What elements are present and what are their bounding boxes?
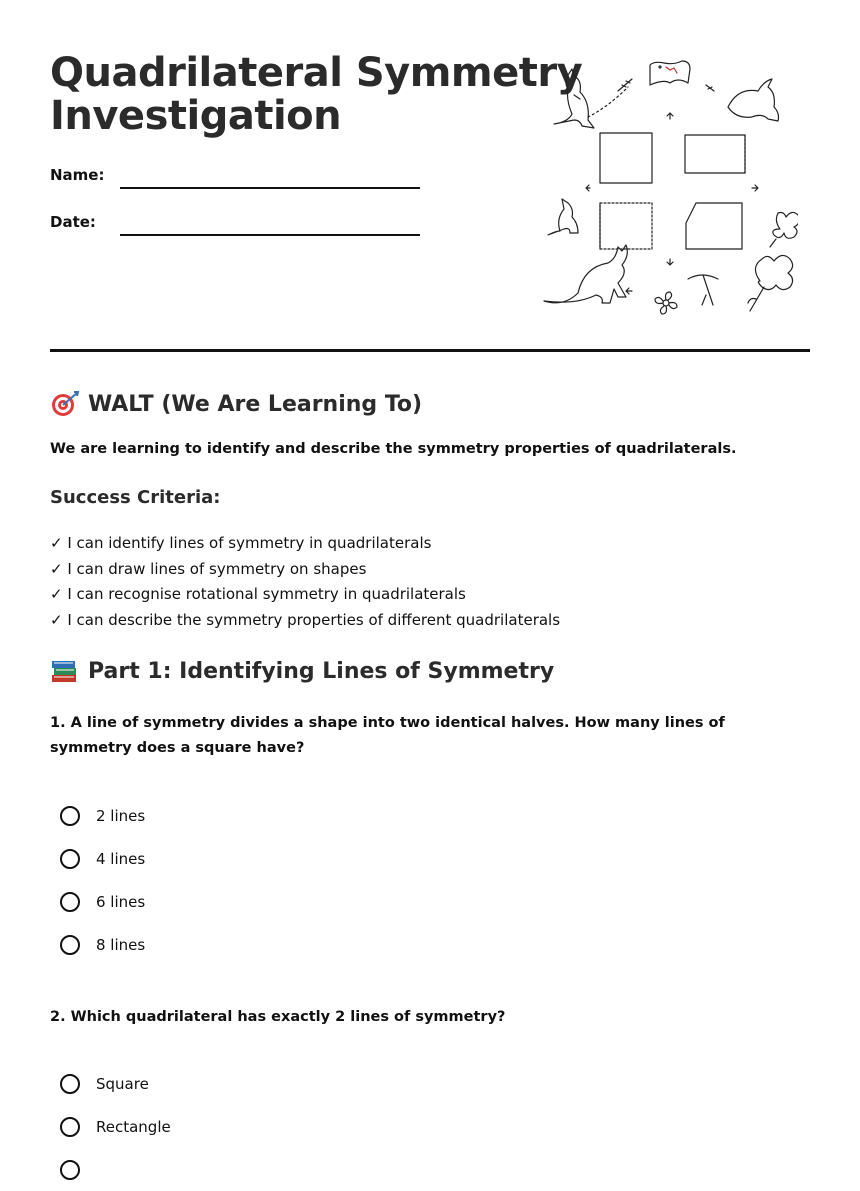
square-shape: [600, 133, 652, 183]
date-field[interactable]: [120, 234, 420, 236]
name-field[interactable]: [120, 187, 420, 189]
walt-statement: We are learning to identify and describe the symmetry properties of quadrilaterals.: [50, 441, 737, 457]
criteria-item: ✓ I can draw lines of symmetry on shapes: [50, 559, 367, 578]
page-title: [50, 52, 582, 138]
option-label: 6 lines: [96, 892, 146, 911]
kangaroo-icon: [728, 79, 779, 121]
radio-button[interactable]: [60, 892, 80, 912]
flower-icon: [748, 255, 793, 311]
walt-heading: [50, 390, 422, 418]
arrow-down-icon: [667, 259, 673, 265]
option[interactable]: [60, 1062, 171, 1105]
name-label: Name:: [50, 166, 105, 184]
option-label: 2 lines: [96, 806, 146, 825]
flower-icon: [655, 292, 677, 314]
criteria-item: ✓ I can identify lines of symmetry in quadrilaterals: [50, 534, 432, 552]
date-label: Date:: [50, 213, 96, 231]
rectangle-shape: [685, 135, 745, 173]
radio-button[interactable]: [60, 1074, 80, 1094]
books-icon: [50, 657, 80, 685]
option[interactable]: [60, 794, 145, 837]
option[interactable]: [60, 923, 145, 966]
criteria-item: ✓ I can describe the symmetry properties of different quadrilaterals: [50, 610, 561, 629]
question-2-options: [60, 1062, 171, 1191]
title-line-2: Investigation: [50, 93, 342, 139]
option[interactable]: [60, 880, 145, 923]
option-label: 4 lines: [96, 849, 146, 868]
radio-button[interactable]: [60, 849, 80, 869]
question-1: 1. A line of symmetry divides a shape into two identical halves. How many lines of symmetry does a square have?: [50, 715, 725, 756]
question-1-options: [60, 794, 145, 966]
radio-button[interactable]: [60, 806, 80, 826]
trapezium-shape: [686, 203, 742, 249]
part1-heading: [50, 657, 554, 685]
kangaroo-icon: [544, 245, 627, 303]
success-criteria-list: [50, 532, 560, 634]
sprig-icon: [706, 85, 714, 91]
option-label: Rectangle: [96, 1117, 171, 1136]
option[interactable]: [60, 837, 145, 880]
target-icon: [50, 390, 80, 418]
radio-button[interactable]: [60, 935, 80, 955]
kangaroo-icon: [548, 199, 578, 235]
kangaroo-icon: [554, 69, 594, 128]
part1-heading-text: Part 1: Identifying Lines of Symmetry: [88, 658, 555, 684]
success-criteria-heading: Success Criteria:: [50, 487, 221, 508]
radio-button[interactable]: [60, 1160, 80, 1180]
title-line-1: Quadrilateral Symmetry: [50, 50, 583, 96]
arrow-up-icon: [667, 113, 673, 119]
pickaxe-icon: [688, 275, 718, 305]
option[interactable]: [60, 1148, 171, 1191]
kangaroo-symmetry-illustration: [538, 55, 798, 325]
option[interactable]: [60, 1105, 171, 1148]
arrow-left-icon: [626, 288, 632, 294]
arrow-right-icon: [752, 185, 758, 191]
option-label: Square: [96, 1074, 149, 1093]
question-2: 2. Which quadrilateral has exactly 2 lines of symmetry?: [50, 1009, 506, 1025]
map-icon: [650, 61, 690, 85]
header-divider: [50, 349, 810, 352]
criteria-item: ✓ I can recognise rotational symmetry in quadrilaterals: [50, 585, 466, 603]
radio-button[interactable]: [60, 1117, 80, 1137]
flower-icon: [770, 212, 798, 247]
option-label: 8 lines: [96, 935, 146, 954]
arrow-left-icon: [586, 185, 590, 191]
dashed-square-shape: [600, 203, 652, 249]
walt-heading-text: WALT (We Are Learning To): [88, 391, 423, 417]
